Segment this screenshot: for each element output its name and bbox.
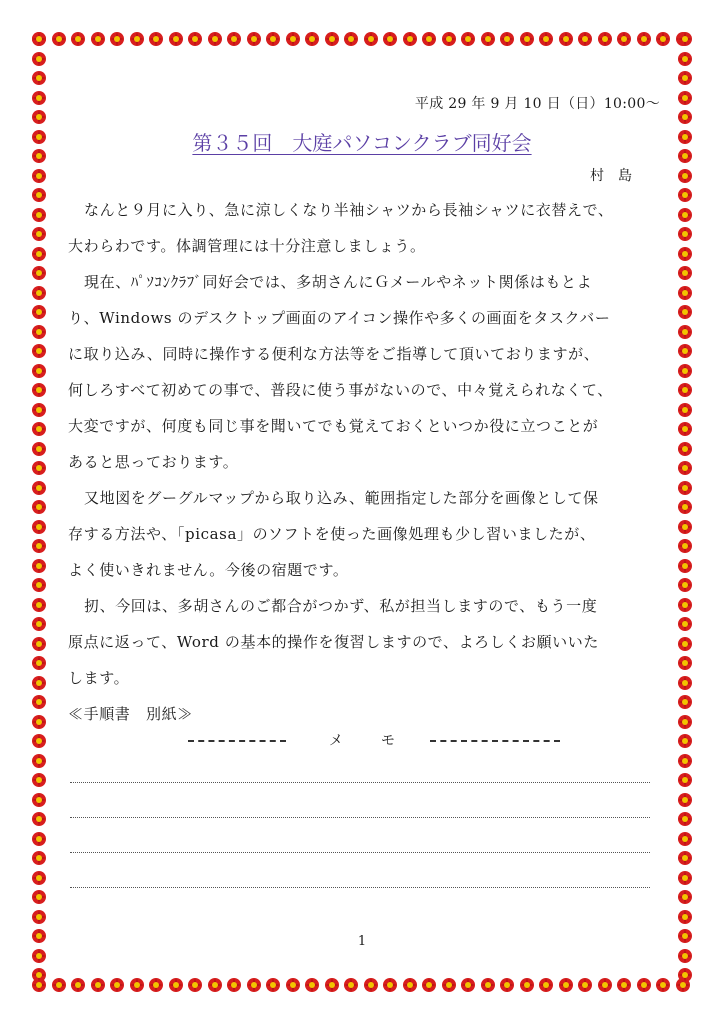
flower-icon [460,977,476,993]
flower-icon [480,977,496,993]
flower-icon [31,285,47,301]
memo-line [70,852,650,853]
flower-icon [677,577,693,593]
flower-icon [597,977,613,993]
flower-icon [677,343,693,359]
flower-icon [31,343,47,359]
flower-icon [677,226,693,242]
flower-icon [677,460,693,476]
page-title: 第３５回 大庭パソコンクラブ同好会 [192,131,532,155]
flower-icon [577,977,593,993]
flower-icon [31,265,47,281]
flower-icon [285,977,301,993]
flower-icon [31,207,47,223]
body-line: に取り込み、同時に操作する便利な方法等をご指導して頂いておりますが、 [68,345,600,363]
flower-icon [402,31,418,47]
flower-icon [441,977,457,993]
flower-icon [677,70,693,86]
flower-icon [265,977,281,993]
flower-icon [31,480,47,496]
flower-icon [31,402,47,418]
flower-icon [31,246,47,262]
flower-icon [460,31,476,47]
flower-icon [597,31,613,47]
flower-icon [677,811,693,827]
flower-icon [31,694,47,710]
flower-icon [285,31,301,47]
flower-icon [677,90,693,106]
flower-border-left [28,28,50,996]
flower-icon [304,31,320,47]
author-name: 村島 [590,168,646,184]
flower-icon [677,304,693,320]
flower-icon [677,948,693,964]
flower-icon [207,977,223,993]
flower-icon [226,977,242,993]
flower-icon [31,499,47,515]
flower-icon [31,948,47,964]
body-text [68,192,658,732]
flower-icon [265,31,281,47]
flower-icon [363,31,379,47]
flower-icon [109,977,125,993]
body-line: ≪手順書 別紙≫ [68,705,193,723]
body-line: 存する方法や、「picasa」のソフトを使った画像処理も少し習いましたが、 [68,525,596,543]
flower-icon [616,31,632,47]
flower-icon [538,31,554,47]
body-line: 何しろすべて初めての事で、普段に使う事がないので、中々覚えられなくて、 [68,381,613,399]
flower-icon [499,31,515,47]
flower-icon [31,889,47,905]
flower-icon [31,519,47,535]
flower-icon [677,207,693,223]
flower-icon [246,977,262,993]
flower-icon [31,636,47,652]
flower-icon [677,519,693,535]
flower-icon [109,31,125,47]
memo-line [70,817,650,818]
flower-icon [31,753,47,769]
flower-icon [636,31,652,47]
flower-icon [677,499,693,515]
body-line: 原点に返って、Word の基本的操作を復習しますので、よろしくお願いいた [68,633,599,651]
flower-icon [70,31,86,47]
flower-icon [677,694,693,710]
body-line: あると思っております。 [68,453,239,471]
flower-icon [677,51,693,67]
flower-icon [70,977,86,993]
flower-icon [31,441,47,457]
flower-icon [31,967,47,983]
flower-icon [31,226,47,242]
flower-icon [677,909,693,925]
flower-icon [51,31,67,47]
flower-icon [187,31,203,47]
flower-icon [577,31,593,47]
memo-line [70,782,650,783]
body-line: り、Windows のデスクトップ画面のアイコン操作や多くの画面をタスクバー [68,309,611,327]
flower-border-bottom [28,974,696,996]
flower-icon [677,675,693,691]
body-line: なんと９月に入り、急に涼しくなり半袖シャツから長袖シャツに衣替えで、 [84,201,614,219]
memo-label: メモ [329,733,433,749]
flower-icon [31,363,47,379]
body-line: よく使いきれません。今後の宿題です。 [68,561,349,579]
flower-icon [90,977,106,993]
body-line: 現在、ﾊﾟｿｺﾝｸﾗﾌﾞ同好会では、多胡さんにＧメールやネット関係はもとよ [84,273,593,291]
flower-icon [382,31,398,47]
flower-icon [558,31,574,47]
flower-icon [677,889,693,905]
flower-icon [31,772,47,788]
flower-icon [324,31,340,47]
flower-icon [655,31,671,47]
body-line: 大わらわです。体調管理には十分注意しましょう。 [68,237,426,255]
flower-icon [677,636,693,652]
flower-icon [31,460,47,476]
body-line: 又地図をグーグルマップから取り込み、範囲指定した部分を画像として保 [84,489,599,507]
flower-icon [226,31,242,47]
memo-heading [0,728,724,752]
flower-icon [31,850,47,866]
flower-icon [207,31,223,47]
flower-icon [421,31,437,47]
flower-icon [246,31,262,47]
flower-icon [31,51,47,67]
flower-icon [31,168,47,184]
flower-icon [677,870,693,886]
flower-icon [382,977,398,993]
body-line: 大変ですが、何度も同じ事を聞いてでも覚えておくといつか役に立つことが [68,417,599,435]
flower-icon [538,977,554,993]
flower-icon [343,977,359,993]
flower-icon [441,31,457,47]
flower-icon [31,90,47,106]
flower-icon [677,363,693,379]
flower-icon [655,977,671,993]
flower-icon [677,831,693,847]
flower-icon [304,977,320,993]
flower-icon [677,655,693,671]
flower-icon [90,31,106,47]
flower-icon [31,870,47,886]
flower-icon [31,421,47,437]
flower-icon [148,977,164,993]
flower-icon [31,616,47,632]
body-line: します。 [68,669,130,687]
flower-icon [31,675,47,691]
flower-icon [31,831,47,847]
flower-icon [31,70,47,86]
flower-icon [677,850,693,866]
flower-icon [519,31,535,47]
flower-icon [616,977,632,993]
body-line: 扨、今回は、多胡さんのご都合がつかず、私が担当しますので、もう一度 [84,597,598,615]
flower-icon [480,31,496,47]
flower-icon [519,977,535,993]
flower-icon [677,265,693,281]
flower-icon [129,31,145,47]
flower-icon [677,441,693,457]
flower-icon [677,382,693,398]
flower-icon [677,168,693,184]
flower-icon [677,285,693,301]
flower-icon [31,909,47,925]
flower-icon [31,187,47,203]
flower-icon [402,977,418,993]
flower-icon [31,597,47,613]
flower-icon [31,31,47,47]
flower-icon [31,324,47,340]
flower-icon [148,31,164,47]
flower-icon [31,811,47,827]
memo-line [70,887,650,888]
flower-icon [31,538,47,554]
meeting-date: 平成 29 年 9 月 10 日（日）10:00～ [414,96,660,112]
flower-icon [677,616,693,632]
flower-icon [677,421,693,437]
flower-icon [677,480,693,496]
flower-icon [168,31,184,47]
flower-icon [343,31,359,47]
flower-icon [636,977,652,993]
flower-icon [677,109,693,125]
flower-border-top [28,28,696,50]
flower-icon [363,977,379,993]
flower-icon [31,577,47,593]
flower-icon [31,558,47,574]
flower-icon [677,402,693,418]
flower-icon [677,31,693,47]
flower-border-right [674,28,696,996]
flower-icon [129,977,145,993]
flower-icon [499,977,515,993]
memo-dash-right [430,740,560,742]
flower-icon [677,753,693,769]
flower-icon [421,977,437,993]
flower-icon [187,977,203,993]
flower-icon [31,792,47,808]
flower-icon [677,772,693,788]
flower-icon [677,792,693,808]
flower-icon [51,977,67,993]
flower-icon [677,558,693,574]
flower-icon [31,655,47,671]
page-number: 1 [357,934,367,949]
flower-icon [677,597,693,613]
flower-icon [677,967,693,983]
flower-icon [31,304,47,320]
flower-icon [677,246,693,262]
flower-icon [677,538,693,554]
flower-icon [31,382,47,398]
flower-icon [677,324,693,340]
flower-icon [677,187,693,203]
flower-icon [31,109,47,125]
flower-icon [324,977,340,993]
flower-icon [558,977,574,993]
flower-icon [168,977,184,993]
